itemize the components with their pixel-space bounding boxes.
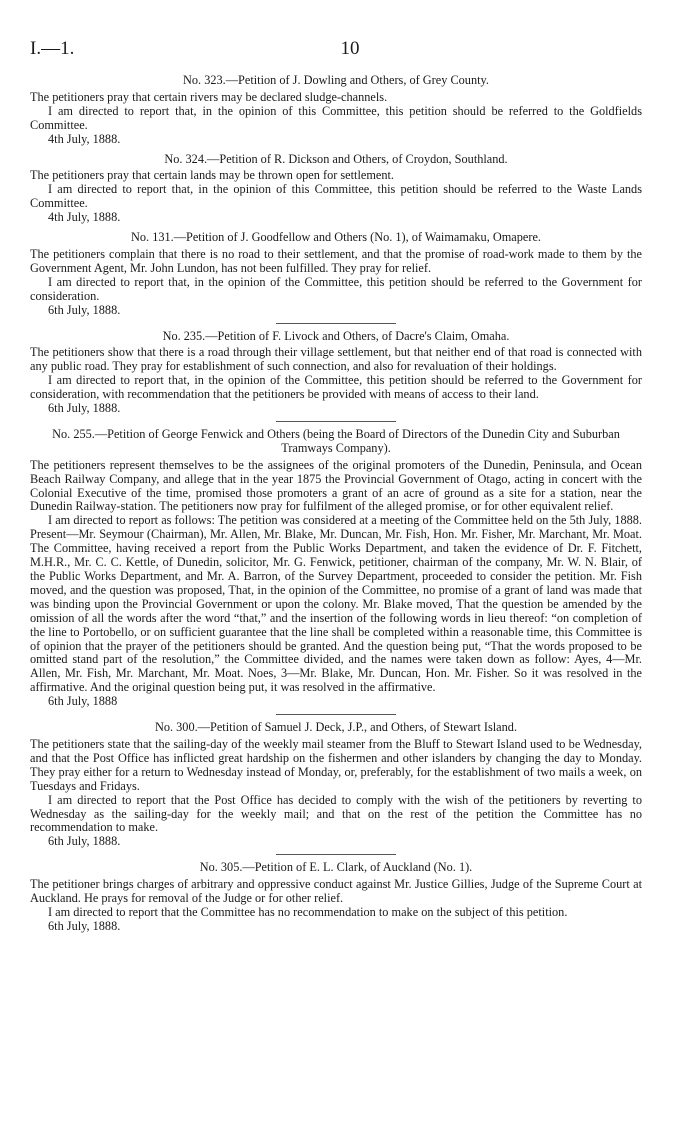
committee-report: I am directed to report that, in the opinion of the Committee, this petition should be referred to the Government for consideration.: [30, 274, 642, 303]
report-date: 4th July, 1888.: [48, 131, 121, 146]
petition-body: The petitioners complain that there is no road to their settlement, and that the promise of road-work made to them by the Government Agent, Mr. John Lundon, has not been fulfilled. They pray for relief.: [30, 246, 642, 275]
committee-report: I am directed to report as follows: The petition was considered at a meeting of the Committee held on the 5th July, 1888. Present—Mr. Seymour (Chairman), Mr. Allen, Mr. Blake, Mr. Duncan, Mr. Fish, Hon. Mr. Fisher, Mr. Marchant, Mr. Moat. The Committee, having received a report from the Public Works Department, and taken the evidence of Dr. F. Fitchett, M.H.R., Mr. C. C. Kettle, of Dunedin, solicitor, Mr. G. Fenwick, petitioner, chairman of the company, Mr. W. N. Blair, of the Public Works Department, and Mr. A. Barron, of the Survey Department, proceeded to consider the petition. Mr. Fish moved, and the question was proposed, That, in the opinion of the Committee, no promise of a grant of land was made that was binding upon the Provincial Government or upon the colony. Mr. Blake moved, That the question be amended by the omission of all the words after the word “that,” and the insertion of the following words in lieu thereof: “on completion of the line to Portobello, or on sufficient guarantee that the line shall be completed within a reasonable time, this Committee is of opinion that the prayer of the petitioners should be granted. And the question being put, “That the words proposed to be omitted stand part of the resolution,” the Committee divided, and the names were taken down as follow: Ayes, 4—Mr. Allen, Mr. Fish, Mr. Marchant, Mr. Moat. Noes, 3—Mr. Blake, Mr. Duncan, Hon. Mr. Fisher. So it was resolved in the affirmative. And the original question being put, it was resolved in the affirmative.: [30, 513, 642, 695]
petition-title: No. 131.—Petition of J. Goodfellow and Others (No. 1), of Waimamaku, Omapere.: [131, 230, 541, 245]
petition-324: [30, 153, 642, 226]
petition-title: No. 305.—Petition of E. L. Clark, of Auckland (No. 1).: [199, 860, 473, 875]
petition-body: The petitioners pray that certain lands may be thrown open for settlement.: [30, 168, 395, 183]
petition-body: The petitioners state that the sailing-day of the weekly mail steamer from the Bluff to Stewart Island used to be Wednesday, and that the Post Office has inflicted great hardship on the fishermen and other islanders by changing the day to Monday. They pray either for a return to Wednesday instead of Monday, or, preferably, for the establishment of two mails a week, on Tuesdays and Fridays.: [30, 736, 642, 793]
petition-body: The petitioners show that there is a road through their village settlement, but that neither end of that road is connected with any public road. They pray for establishment of such connection, and also for revaluation of their holdings.: [30, 345, 642, 374]
report-date: 6th July, 1888.: [48, 918, 121, 933]
petition-title: No. 300.—Petition of Samuel J. Deck, J.P., and Others, of Stewart Island.: [154, 720, 518, 735]
report-date: 6th July, 1888.: [48, 302, 121, 317]
petition-title: No. 324.—Petition of R. Dickson and Others, of Croydon, Southland.: [164, 151, 508, 166]
petition-body: The petitioners represent themselves to be the assignees of the original promoters of the Dunedin, Peninsula, and Ocean Beach Railway Company, and allege that in the year 1875 the Provincial Government of Otago, acting in concert with the Colonial Executive of the time, promised those promoters a grant of an acre of ground as a site for a station, near the Dunedin Railway-station. The petitioners now pray for fulfilment of the alleged promise, or for other equivalent relief.: [30, 457, 642, 514]
petition-255: [30, 428, 642, 709]
section-divider: [276, 714, 396, 715]
section-divider: [276, 323, 396, 324]
committee-report: I am directed to report that, in the opinion of the Committee, this petition should be referred to the Government for consideration, with recommendation that the petitioners be provided with means of access to their land.: [30, 373, 642, 402]
petition-body: The petitioners pray that certain rivers may be declared sludge-channels.: [30, 89, 388, 104]
page-header: [30, 38, 670, 60]
petition-235: [30, 330, 642, 416]
paper-reference: I.—1.: [30, 38, 75, 59]
report-date: 4th July, 1888.: [48, 210, 121, 225]
section-divider: [276, 421, 396, 422]
report-date: 6th July, 1888.: [48, 834, 121, 849]
petitions-list: [30, 74, 642, 934]
petition-131: [30, 231, 642, 317]
petition-title: No. 323.—Petition of J. Dowling and Others, of Grey County.: [183, 73, 489, 87]
report-date: 6th July, 1888: [48, 694, 118, 709]
page-number: 10: [340, 38, 360, 59]
petition-323: [30, 74, 642, 147]
committee-report: I am directed to report that the Committee has no recommendation to make on the subject of this petition.: [48, 904, 568, 919]
petition-300: [30, 721, 642, 849]
petition-title: No. 255.—Petition of George Fenwick and Others (being the Board of Directors of the Dunedin City and Suburban Tramways Company).: [52, 426, 620, 455]
committee-report: I am directed to report that the Post Office has decided to comply with the wish of the petitioners by reverting to Wednesday as the sailing-day for the weekly mail; and that on the rest of the petition the Committee has no recommendation to make.: [30, 792, 642, 835]
petition-305: [30, 861, 642, 934]
committee-report: I am directed to report that, in the opinion of this Committee, this petition should be referred to the Waste Lands Committee.: [30, 182, 642, 211]
report-date: 6th July, 1888.: [48, 401, 121, 416]
committee-report: I am directed to report that, in the opinion of this Committee, this petition should be referred to the Goldfields Committee.: [30, 103, 642, 132]
section-divider: [276, 854, 396, 855]
petition-body: The petitioner brings charges of arbitrary and oppressive conduct against Mr. Justice Gillies, Judge of the Supreme Court at Auckland. He prays for removal of the Judge or for other relief.: [30, 877, 642, 906]
petition-title: No. 235.—Petition of F. Livock and Others, of Dacre's Claim, Omaha.: [162, 328, 510, 343]
